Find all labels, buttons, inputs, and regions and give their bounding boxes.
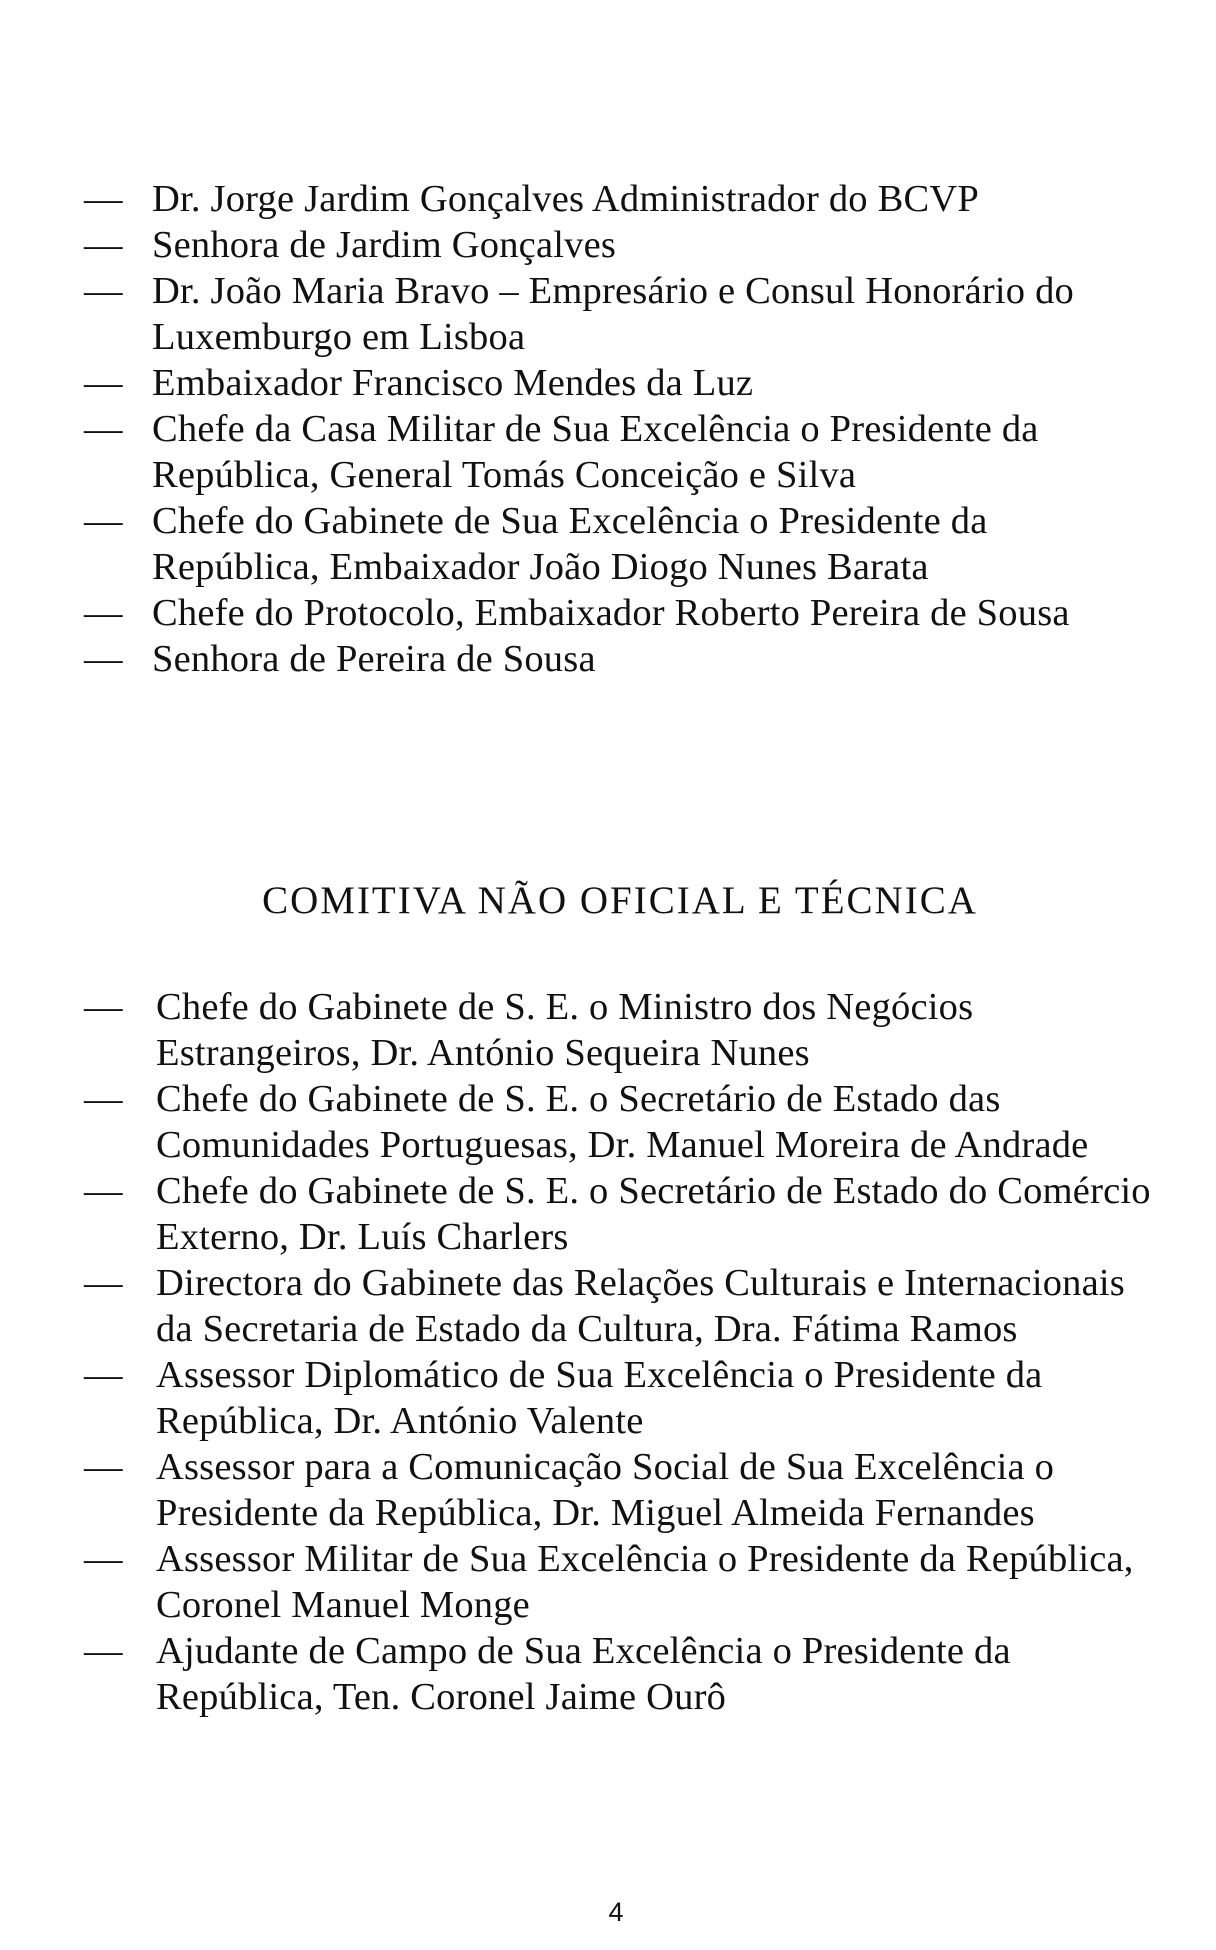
- entry-text: Chefe do Gabinete de S. E. o Ministro dos Negócios Estrangeiros, Dr. António Sequeira Nunes: [156, 986, 974, 1074]
- list-item: [84, 590, 1164, 636]
- dash: —: [84, 224, 123, 266]
- dash: —: [84, 178, 123, 220]
- dash: —: [84, 1630, 123, 1672]
- entry-text: Dr. Jorge Jardim Gonçalves Administrador do BCVP: [152, 178, 979, 220]
- technical-delegation-list: [84, 984, 1164, 1720]
- dash: —: [84, 1538, 123, 1580]
- entry-text: Senhora de Jardim Gonçalves: [152, 224, 617, 266]
- list-item: [84, 984, 1164, 1076]
- list-item: [84, 1260, 1164, 1352]
- entry-text: Directora do Gabinete das Relações Culturais e Internacionais da Secretaria de Estado da Cultura, Dra. Fátima Ramos: [156, 1262, 1125, 1350]
- dash: —: [84, 270, 123, 312]
- dash: —: [84, 986, 123, 1028]
- entry-text: Assessor Diplomático de Sua Excelência o Presidente da República, Dr. António Valente: [156, 1354, 1043, 1442]
- list-item: [84, 360, 1164, 406]
- dash: —: [84, 1446, 123, 1488]
- entry-text: Ajudante de Campo de Sua Excelência o Presidente da República, Ten. Coronel Jaime Ourô: [156, 1630, 1011, 1718]
- list-item: [84, 1536, 1164, 1628]
- entry-text: Chefe do Gabinete de Sua Excelência o Presidente da República, Embaixador João Diogo Nunes Barata: [152, 500, 988, 588]
- list-item: [84, 406, 1164, 498]
- entry-text: Chefe do Gabinete de S. E. o Secretário de Estado das Comunidades Portuguesas, Dr. Manuel Moreira de Andrade: [156, 1078, 1089, 1166]
- entry-text: Assessor para a Comunicação Social de Sua Excelência o Presidente da República, Dr. Miguel Almeida Fernandes: [156, 1446, 1055, 1534]
- list-item: [84, 176, 1164, 222]
- page-number: 4: [608, 1897, 624, 1927]
- dash: —: [84, 408, 123, 450]
- delegation-list: [84, 176, 1164, 682]
- list-item: [84, 1352, 1164, 1444]
- list-item: [84, 498, 1164, 590]
- dash: —: [84, 638, 123, 680]
- section-title: COMITIVA NÃO OFICIAL E TÉCNICA: [262, 879, 978, 922]
- entry-text: Dr. João Maria Bravo – Empresário e Consul Honorário do Luxemburgo em Lisboa: [152, 270, 1074, 358]
- dash: —: [84, 500, 123, 542]
- dash: —: [84, 592, 123, 634]
- entry-text: Embaixador Francisco Mendes da Luz: [152, 362, 754, 404]
- entry-text: Chefe do Protocolo, Embaixador Roberto Pereira de Sousa: [152, 592, 1070, 634]
- list-item: [84, 1444, 1164, 1536]
- entry-text: Senhora de Pereira de Sousa: [152, 638, 596, 680]
- list-item: [84, 268, 1164, 360]
- dash: —: [84, 1078, 123, 1120]
- list-item: [84, 636, 1164, 682]
- entry-text: Assessor Militar de Sua Excelência o Presidente da República, Coronel Manuel Monge: [156, 1538, 1134, 1626]
- list-item: [84, 1628, 1164, 1720]
- dash: —: [84, 362, 123, 404]
- entry-text: Chefe da Casa Militar de Sua Excelência o Presidente da República, General Tomás Conceição e Silva: [152, 408, 1039, 496]
- dash: —: [84, 1262, 123, 1304]
- dash: —: [84, 1354, 123, 1396]
- list-item: [84, 222, 1164, 268]
- dash: —: [84, 1170, 123, 1212]
- list-item: [84, 1168, 1164, 1260]
- list-item: [84, 1076, 1164, 1168]
- entry-text: Chefe do Gabinete de S. E. o Secretário de Estado do Comércio Externo, Dr. Luís Charlers: [156, 1170, 1151, 1258]
